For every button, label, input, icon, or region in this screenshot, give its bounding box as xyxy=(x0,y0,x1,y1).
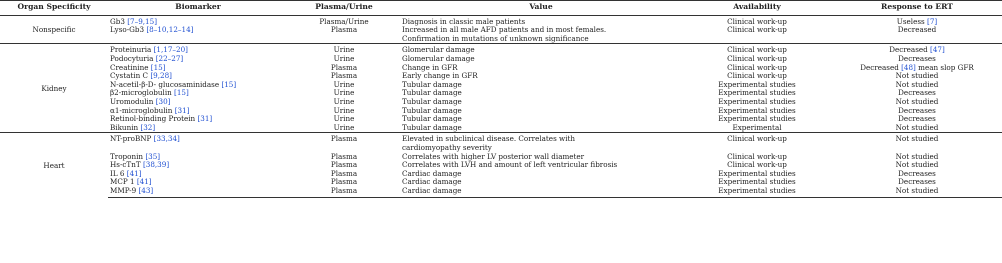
reference-link[interactable]: [22–27] xyxy=(155,53,184,63)
availability-cell: Experimental studies xyxy=(718,79,796,89)
availability-cell: Experimental studies xyxy=(718,114,796,124)
header-biomarker: Biomarker xyxy=(108,1,288,16)
reference-link[interactable]: [38,39] xyxy=(142,160,170,170)
response-cell xyxy=(832,26,1002,44)
availability-cell: Experimental studies xyxy=(718,105,796,115)
plasma-urine-cell: Urine xyxy=(333,105,355,115)
plasma-urine-cell: Plasma/Urine xyxy=(319,16,369,26)
plasma-urine-cell: Urine xyxy=(333,122,355,132)
biomarker-name: Proteinuria xyxy=(110,45,152,55)
availability-cell: Clinical work-up xyxy=(727,16,787,26)
value-line: Tubular damage xyxy=(402,96,462,106)
response-text: Not studied xyxy=(895,151,939,161)
organ-specificity-cell: Heart xyxy=(0,133,108,198)
plasma-urine-cell: Plasma xyxy=(330,71,358,81)
biomarker-name: Gb3 xyxy=(110,16,125,26)
biomarker-cell xyxy=(108,26,288,44)
plasma-urine-cell: Urine xyxy=(333,114,355,124)
value-line: Tubular damage xyxy=(402,88,462,98)
biomarker-name: Retinol-binding Protein xyxy=(110,114,196,124)
response-text: Decreased xyxy=(860,62,899,72)
biomarker-name: β2-microglobulin xyxy=(110,88,172,98)
response-text: Decreases xyxy=(898,168,936,178)
response-cell xyxy=(832,187,1002,198)
table-body xyxy=(0,15,1002,198)
reference-link[interactable]: [9,28] xyxy=(150,71,172,81)
value-line: Increased in all male AFD patients and in most females. xyxy=(402,25,607,35)
availability-cell: Clinical work-up xyxy=(727,25,787,35)
biomarker-name: Bikunin xyxy=(110,122,139,132)
availability-cell: Experimental studies xyxy=(718,88,796,98)
biomarker-name: α1-microglobulin xyxy=(110,105,173,115)
organ-specificity-cell: Nonspecific xyxy=(32,25,76,35)
plasma-urine-cell: Plasma xyxy=(330,62,358,72)
value-cell xyxy=(400,187,682,198)
response-text: Decreases xyxy=(898,53,936,63)
response-text: Not studied xyxy=(895,185,939,195)
biomarker-name: Lyso-Gb3 xyxy=(110,25,145,35)
value-line: Correlates with LVH and amount of left ventricular fibrosis xyxy=(402,160,618,170)
table-header xyxy=(0,1,1002,16)
value-line: Tubular damage xyxy=(402,105,462,115)
availability-cell: Clinical work-up xyxy=(682,44,832,55)
response-note: mean slop GFR xyxy=(915,62,974,72)
availability-cell: Experimental studies xyxy=(718,168,796,178)
biomarker-name: Uromodulin xyxy=(110,96,154,106)
reference-link[interactable]: [41] xyxy=(136,177,152,187)
response-text: Decreases xyxy=(898,114,936,124)
plasma-urine-cell: Plasma xyxy=(330,25,358,35)
reference-link[interactable]: [15] xyxy=(221,79,237,89)
response-reference-link[interactable]: [47] xyxy=(930,45,945,55)
header-value: Value xyxy=(400,1,682,16)
reference-link[interactable]: [15] xyxy=(174,88,189,98)
response-text: Useless xyxy=(896,16,925,26)
biomarker-name: Cystatin C xyxy=(110,71,149,81)
availability-cell: Clinical work-up xyxy=(727,53,787,63)
table-row xyxy=(0,124,1002,133)
availability-cell: Clinical work-up xyxy=(727,151,787,161)
response-text: Decreases xyxy=(898,105,936,115)
plasma-urine-cell: Plasma xyxy=(330,168,358,178)
plasma-urine-cell: Urine xyxy=(288,44,400,55)
biomarker-name: Hs-cTnT xyxy=(110,160,141,170)
reference-link[interactable]: [31] xyxy=(174,105,190,115)
value-line: Change in GFR xyxy=(402,62,458,72)
availability-cell: Experimental studies xyxy=(718,177,796,187)
availability-cell: Clinical work-up xyxy=(727,160,787,170)
biomarker-name: N-acetil-β-D- glucosaminidase xyxy=(110,79,220,89)
plasma-urine-cell: Plasma xyxy=(288,133,400,153)
plasma-urine-cell: Plasma xyxy=(330,177,358,187)
response-text: Not studied xyxy=(895,134,939,144)
availability-cell: Clinical work-up xyxy=(682,133,832,153)
biomarker-name: MMP-9 xyxy=(110,185,137,195)
availability-cell: Clinical work-up xyxy=(727,62,787,72)
plasma-urine-cell: Plasma xyxy=(330,151,358,161)
biomarker-name: NT-proBNP xyxy=(110,134,152,144)
value-line: Cardiac damage xyxy=(402,185,462,195)
reference-link[interactable]: [32] xyxy=(140,122,156,132)
response-text: Not studied xyxy=(895,79,939,89)
biomarker-cell xyxy=(108,133,288,153)
table-row xyxy=(0,133,1002,153)
response-reference-link[interactable]: [48] xyxy=(901,62,916,72)
response-cell xyxy=(832,124,1002,133)
availability-cell: Clinical work-up xyxy=(727,71,787,81)
plasma-urine-cell: Urine xyxy=(333,96,355,106)
response-text: Decreases xyxy=(898,88,936,98)
response-text: Not studied xyxy=(895,122,939,132)
value-line: Early change in GFR xyxy=(402,71,478,81)
reference-link[interactable]: [41] xyxy=(126,168,142,178)
table-row xyxy=(0,26,1002,44)
value-line: Glomerular damage xyxy=(402,45,475,55)
availability-cell: Experimental studies xyxy=(682,187,832,198)
biomarker-name: Podocyturia xyxy=(110,53,154,63)
value-line: cardiomyopathy severity xyxy=(402,142,492,152)
value-line: Tubular damage xyxy=(402,122,462,132)
value-line: Correlates with higher LV posterior wall diameter xyxy=(402,151,585,161)
response-text: Decreased xyxy=(897,25,937,35)
value-line: Elevated in subclinical disease. Correlates with xyxy=(402,134,576,144)
plasma-urine-cell: Plasma xyxy=(330,160,358,170)
biomarker-name: IL 6 xyxy=(110,168,125,178)
reference-link[interactable]: [7–9,15] xyxy=(127,16,157,26)
reference-link[interactable]: [15] xyxy=(150,62,166,72)
response-text: Not studied xyxy=(895,71,939,81)
biomarker-cell xyxy=(108,124,288,133)
response-text: Not studied xyxy=(895,96,939,106)
availability-cell: Experimental studies xyxy=(718,96,796,106)
reference-link[interactable]: [1,17–20] xyxy=(153,45,188,55)
plasma-urine-cell: Urine xyxy=(333,53,355,63)
value-line: Tubular damage xyxy=(402,114,462,124)
biomarker-name: MCP 1 xyxy=(110,177,135,187)
value-line: Glomerular damage xyxy=(402,53,475,63)
reference-link[interactable]: [31] xyxy=(197,114,213,124)
availability-cell: Experimental xyxy=(732,122,782,132)
biomarker-cell xyxy=(108,187,288,198)
biomarker-name: Creatinine xyxy=(110,62,149,72)
reference-link[interactable]: [30] xyxy=(155,96,171,106)
plasma-urine-cell: Urine xyxy=(333,88,355,98)
table-row xyxy=(0,161,1002,170)
response-text: Decreased xyxy=(889,45,928,55)
reference-link[interactable]: [8–10,12–14] xyxy=(146,25,194,35)
reference-link[interactable]: [33,34] xyxy=(153,134,180,144)
header-organ-specificity: Organ Specificity xyxy=(0,1,108,16)
response-text: Not studied xyxy=(895,160,939,170)
value-cell xyxy=(400,26,682,44)
value-line: Diagnosis in classic male patients xyxy=(402,16,526,26)
header-response-to-ert: Response to ERT xyxy=(832,1,1002,16)
value-cell xyxy=(400,133,682,153)
header-plasma-urine: Plasma/Urine xyxy=(288,1,400,16)
plasma-urine-cell: Urine xyxy=(333,79,355,89)
reference-link[interactable]: [35] xyxy=(145,151,161,161)
plasma-urine-cell: Plasma xyxy=(288,187,400,198)
value-line: Cardiac damage xyxy=(402,168,462,178)
response-cell xyxy=(832,133,1002,153)
value-line: Cardiac damage xyxy=(402,177,462,187)
reference-link[interactable]: [43] xyxy=(138,185,154,195)
biomarker-name: Troponin xyxy=(110,151,144,161)
value-line: Confirmation in mutations of unknown significance xyxy=(402,33,589,43)
response-text: Decreases xyxy=(898,177,936,187)
value-cell xyxy=(400,124,682,133)
response-reference-link[interactable]: [7] xyxy=(927,16,938,26)
table-row xyxy=(0,187,1002,198)
value-line: Tubular damage xyxy=(402,79,462,89)
organ-specificity-cell: Kidney xyxy=(0,44,108,133)
header-availability: Availability xyxy=(682,1,832,16)
